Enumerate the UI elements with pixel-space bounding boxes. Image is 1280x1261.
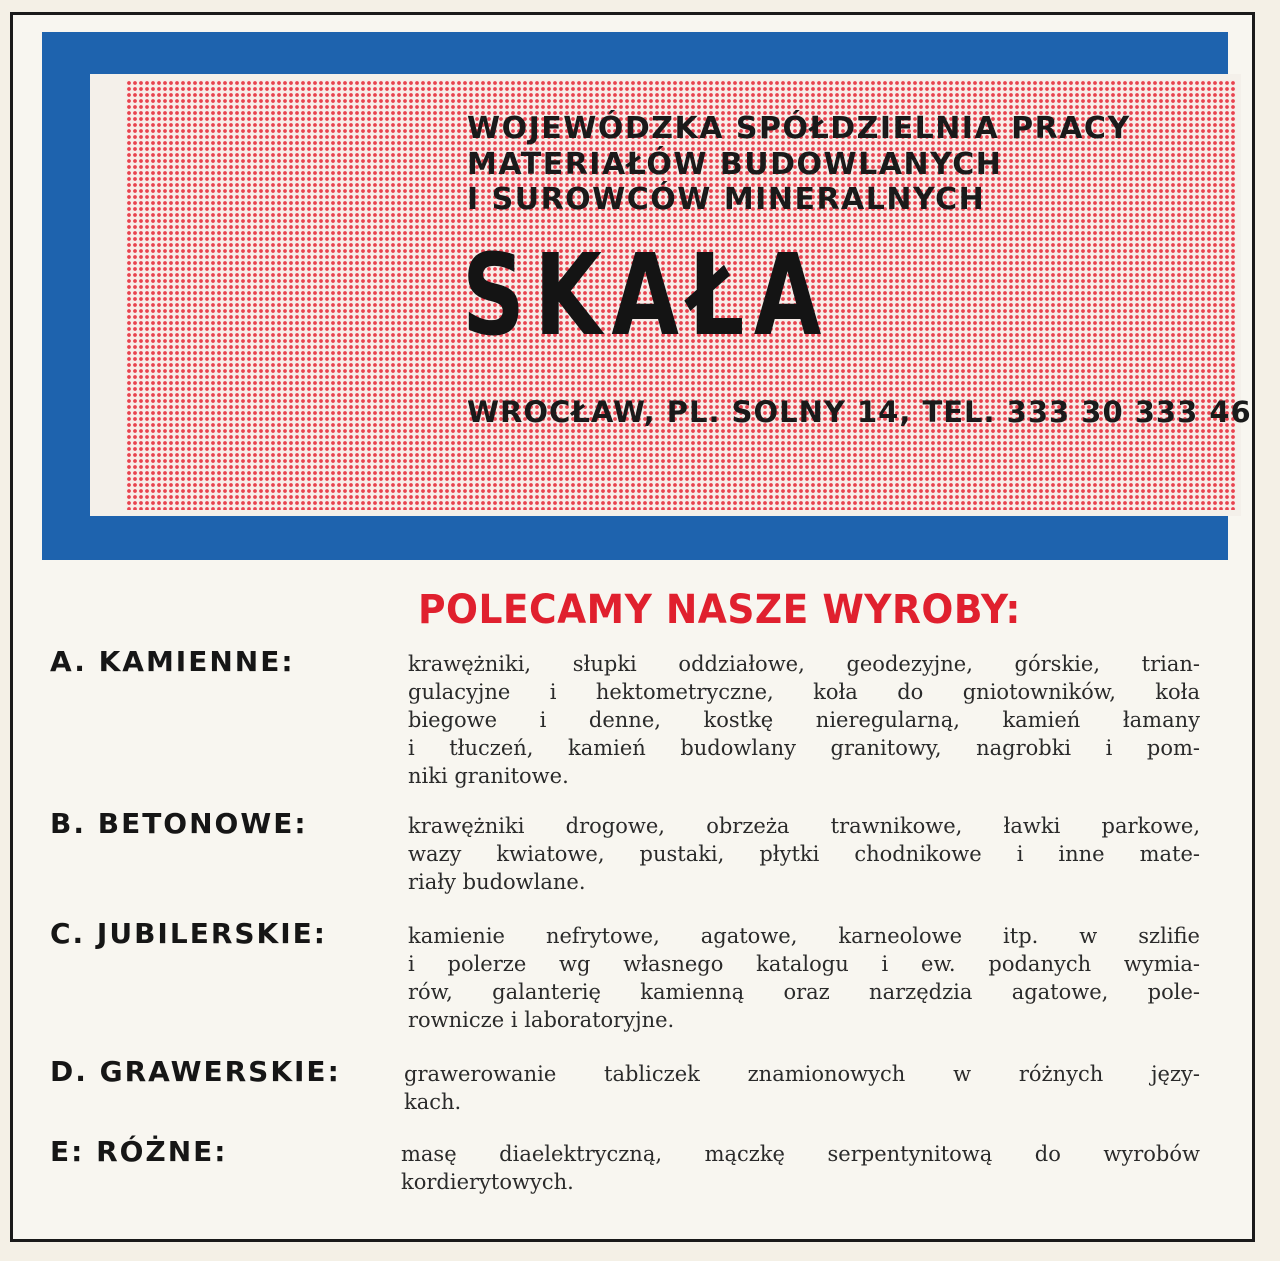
- description-line: krawężniki, słupki oddziałowe, geodezyjne, górskie, trian-: [408, 652, 1200, 676]
- description-line: i polerze wg własnego katalogu i ew. podanych wymia-: [408, 952, 1200, 976]
- description-line: gulacyjne i hektometryczne, koła do gniotowników, koła: [408, 680, 1200, 704]
- section-description: [404, 1060, 1200, 1116]
- org-name-line-2: MATERIAŁÓW BUDOWLANYCH: [467, 147, 1003, 182]
- address-line: WROCŁAW, PL. SOLNY 14, TEL. 333 30 333 46: [467, 395, 1252, 429]
- section-label: B. BETONOWE:: [50, 807, 308, 840]
- description-line: riały budowlane.: [408, 870, 586, 894]
- description-line: i tłuczeń, kamień budowlany granitowy, nagrobki i pom-: [408, 736, 1200, 760]
- section-label: C. JUBILERSKIE:: [50, 917, 327, 950]
- section-description: [408, 812, 1200, 896]
- description-line: rownicze i laboratoryjne.: [408, 1008, 675, 1032]
- description-line: grawerowanie tabliczek znamionowych w różnych języ-: [404, 1062, 1200, 1086]
- description-line: biegowe i denne, kostkę nieregularną, kamień łamany: [408, 708, 1200, 732]
- section-description: [408, 922, 1200, 1034]
- description-line: kordierytowych.: [401, 1170, 574, 1194]
- description-line: kamienie nefrytowe, agatowe, karneolowe itp. w szlifie: [408, 924, 1200, 948]
- banner-dotted-panel: [90, 74, 1252, 516]
- headline: POLECAMY NASZE WYROBY:: [418, 587, 1021, 633]
- description-line: masę diaelektryczną, mączkę serpentynitową do wyrobów: [401, 1142, 1200, 1166]
- description-line: niki granitowe.: [408, 764, 569, 788]
- section-label: A. KAMIENNE:: [50, 645, 295, 678]
- org-name-line-1: WOJEWÓDZKA SPÓŁDZIELNIA PRACY: [467, 111, 1131, 146]
- section-description: [408, 650, 1200, 790]
- description-line: rów, galanterię kamienną oraz narzędzia agatowe, pole-: [408, 980, 1200, 1004]
- brand-name: SKAŁA: [462, 231, 831, 361]
- description-line: krawężniki drogowe, obrzeża trawnikowe, ławki parkowe,: [408, 814, 1200, 838]
- banner-blue-frame: [42, 32, 1252, 560]
- section-label: D. GRAWERSKIE:: [50, 1055, 341, 1088]
- section-description: [401, 1140, 1200, 1196]
- description-line: kach.: [404, 1090, 462, 1114]
- section-label: E: RÓŻNE:: [50, 1135, 228, 1168]
- org-name-line-3: I SUROWCÓW MINERALNYCH: [467, 182, 986, 217]
- description-line: wazy kwiatowe, pustaki, płytki chodnikowe i inne mate-: [408, 842, 1200, 866]
